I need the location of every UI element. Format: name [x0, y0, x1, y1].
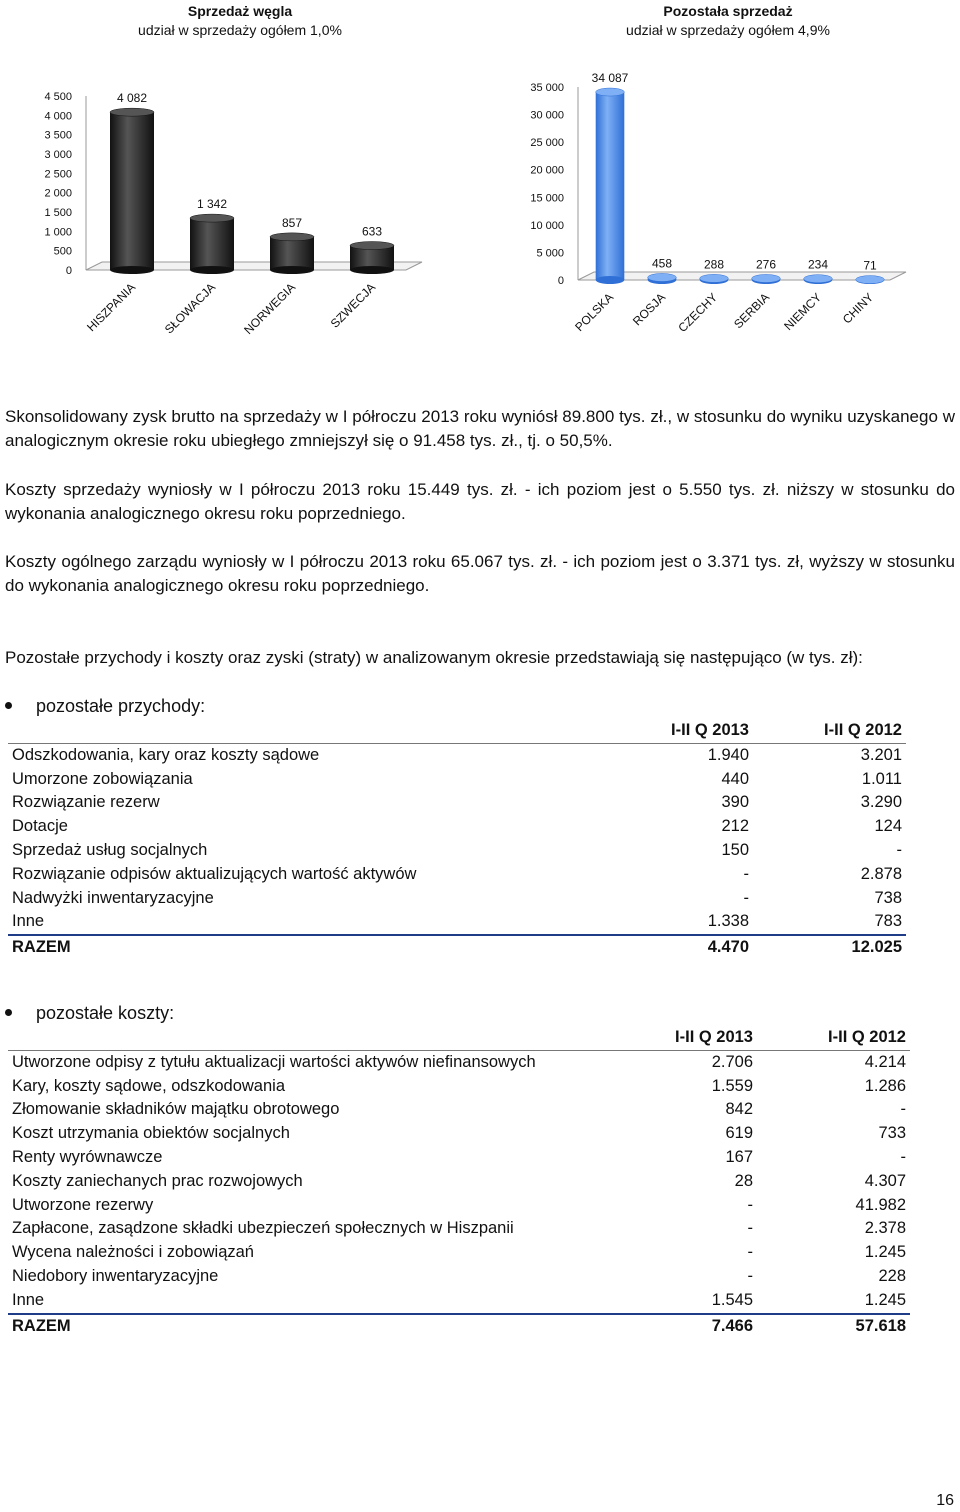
category-label: SŁOWACJA — [161, 280, 219, 337]
row-label: Sprzedaż usług socjalnych — [12, 840, 208, 859]
value-2012: 1.245 — [864, 1290, 906, 1309]
bar — [350, 242, 394, 274]
value-2012: 4.307 — [864, 1171, 906, 1190]
data-label: 288 — [703, 257, 725, 272]
value-2013: 2.706 — [711, 1052, 753, 1071]
costs-row — [8, 1241, 910, 1265]
category-label: NIEMCY — [781, 290, 825, 334]
value-2012: 228 — [878, 1266, 906, 1285]
category-label: CZECHY — [675, 290, 721, 336]
row-label: Inne — [12, 912, 45, 931]
costs-row — [8, 1217, 910, 1241]
row-label: Nadwyżki inwentaryzacyjne — [12, 888, 214, 907]
category-label: POLSKA — [572, 290, 617, 335]
value-2012: 2.378 — [864, 1219, 906, 1238]
bar — [270, 233, 314, 274]
costs-row — [8, 1265, 910, 1289]
total-2012: 12.025 — [753, 935, 906, 960]
y-tick-label: 25 000 — [530, 137, 564, 150]
bar-base — [110, 266, 154, 274]
bar-top — [596, 88, 625, 96]
bar-top — [752, 274, 781, 282]
costs-heading-text: pozostałe koszty: — [36, 1003, 175, 1023]
costs-row — [8, 1146, 910, 1170]
column-header-2013: I-II Q 2013 — [608, 719, 753, 743]
costs-row — [8, 1098, 910, 1122]
bar-body — [190, 218, 234, 270]
bar — [596, 88, 625, 284]
bar — [856, 276, 885, 284]
y-tick-label: 1 000 — [44, 226, 72, 239]
y-tick-label: 35 000 — [530, 82, 564, 94]
y-tick-label: 5 000 — [536, 247, 564, 260]
row-label: Rozwiązanie odpisów aktualizujących wartość aktywów — [12, 864, 417, 883]
data-label: 234 — [807, 257, 829, 272]
value-2013: 1.940 — [707, 745, 749, 764]
value-2012: - — [900, 1147, 906, 1166]
income-total-row — [8, 935, 906, 960]
page-number: 16 — [936, 1492, 954, 1509]
income-row — [8, 839, 906, 863]
value-2013: - — [747, 1243, 753, 1262]
bar-body — [110, 112, 154, 270]
costs-row — [8, 1122, 910, 1146]
other-costs-table — [8, 1026, 910, 1338]
bar-base — [190, 266, 234, 274]
income-heading — [5, 696, 205, 717]
costs-row — [8, 1194, 910, 1218]
chart-left-header — [60, 2, 420, 40]
data-label: 857 — [281, 215, 303, 230]
y-tick-label: 3 500 — [44, 129, 72, 142]
y-tick-label: 30 000 — [530, 109, 564, 122]
coal-sales-chart — [0, 50, 460, 350]
value-2013: 1.338 — [707, 912, 749, 931]
bar — [648, 273, 677, 284]
bar-top — [700, 274, 729, 282]
income-row — [8, 743, 906, 767]
chart-left-subtitle: udział w sprzedaży ogółem 1,0% — [138, 22, 342, 38]
value-2012: 3.201 — [860, 745, 902, 764]
data-label: 633 — [361, 224, 383, 239]
chart-right-title: Pozostała sprzedaż — [663, 3, 793, 19]
data-label: 458 — [651, 256, 673, 271]
bullet-icon — [5, 702, 12, 709]
income-row — [8, 863, 906, 887]
value-2012: - — [900, 1100, 906, 1119]
bar-base — [596, 276, 625, 284]
y-tick-label: 10 000 — [530, 219, 564, 232]
table-header-row — [8, 719, 906, 743]
y-tick-label: 20 000 — [530, 164, 564, 177]
row-label: Utworzone odpisy z tytułu aktualizacji wartości aktywów niefinansowych — [12, 1052, 536, 1071]
data-label: 276 — [755, 257, 777, 272]
y-tick-label: 0 — [557, 275, 564, 287]
column-header-2012: I-II Q 2012 — [753, 719, 906, 743]
other-income-table — [8, 719, 906, 960]
value-2013: - — [743, 888, 749, 907]
costs-row — [8, 1289, 910, 1314]
income-row — [8, 791, 906, 815]
y-tick-label: 15 000 — [530, 192, 564, 205]
income-row — [8, 887, 906, 911]
row-label: Umorzone zobowiązania — [12, 769, 193, 788]
bar-body — [596, 92, 625, 280]
bar-body — [270, 237, 314, 270]
value-2012: 783 — [874, 912, 902, 931]
row-label: Odszkodowania, kary oraz koszty sądowe — [12, 745, 320, 764]
bar — [804, 275, 833, 284]
value-2013: 390 — [721, 793, 749, 812]
column-header-2012: I-II Q 2012 — [757, 1026, 910, 1050]
bar — [110, 108, 154, 274]
paragraph-admin-costs: Koszty ogólnego zarządu wyniosły w I półroczu 2013 roku 65.067 tys. zł. - ich poziom jest o 3.371 tys. zł, wyższy w stosunku do wykonania analogicznego okresu roku poprzedniego. — [5, 552, 955, 595]
category-label: NORWEGIA — [241, 280, 299, 338]
y-tick-label: 1 500 — [44, 207, 72, 219]
income-row — [8, 815, 906, 839]
value-2012: 733 — [878, 1124, 906, 1143]
bar — [190, 214, 234, 274]
bar-top — [190, 214, 234, 222]
category-label: HISZPANIA — [84, 280, 139, 335]
total-label: RAZEM — [8, 935, 608, 960]
row-label: Inne — [12, 1290, 45, 1309]
total-2012: 57.618 — [757, 1314, 910, 1339]
costs-heading — [5, 1003, 174, 1024]
row-label: Rozwiązanie rezerw — [12, 793, 160, 812]
value-2013: - — [747, 1219, 753, 1238]
data-label: 4 082 — [116, 91, 148, 106]
row-label: Wycena należności i zobowiązań — [12, 1243, 254, 1262]
row-label: Zapłacone, zasądzone składki ubezpieczeń społecznych w Hiszpanii — [12, 1219, 514, 1238]
table-header-row — [8, 1026, 910, 1050]
column-header-2013: I-II Q 2013 — [612, 1026, 757, 1050]
bar-base — [270, 266, 314, 274]
value-2012: - — [896, 840, 902, 859]
y-tick-label: 2 500 — [44, 168, 72, 181]
y-tick-label: 2 000 — [44, 187, 72, 200]
income-row — [8, 910, 906, 935]
value-2012: 1.286 — [864, 1076, 906, 1095]
value-2012: 3.290 — [860, 793, 902, 812]
paragraph-gross-profit: Skonsolidowany zysk brutto na sprzedaży w I półroczu 2013 roku wyniósł 89.800 tys. zł., w stosunku do wyniku uzyskanego w analogicznym okresie roku ubiegłego zmniejszył się o 91.458 tys. zł., tj. o 50,5%. — [5, 407, 955, 450]
row-label: Kary, koszty sądowe, odszkodowania — [12, 1076, 285, 1095]
data-label: 71 — [863, 258, 877, 273]
costs-row — [8, 1170, 910, 1194]
value-2013: 1.545 — [711, 1290, 753, 1309]
value-2013: 619 — [725, 1124, 753, 1143]
bar-top — [110, 108, 154, 116]
row-label: Złomowanie składników majątku obrotowego — [12, 1100, 340, 1119]
value-2013: - — [743, 864, 749, 883]
category-label: SERBIA — [731, 290, 773, 332]
data-label: 1 342 — [196, 197, 228, 212]
bar-top — [856, 276, 885, 284]
value-2013: 212 — [721, 817, 749, 836]
y-tick-label: 4 000 — [44, 110, 72, 123]
value-2013: 842 — [725, 1100, 753, 1119]
value-2012: 2.878 — [860, 864, 902, 883]
category-label: SZWECJA — [327, 280, 379, 331]
value-2012: 124 — [874, 817, 902, 836]
total-label: RAZEM — [8, 1314, 612, 1339]
chart-right-subtitle: udział w sprzedaży ogółem 4,9% — [626, 22, 830, 38]
bar-top — [648, 273, 677, 281]
value-2012: 1.245 — [864, 1243, 906, 1262]
value-2013: 440 — [721, 769, 749, 788]
other-sales-chart — [500, 50, 960, 350]
bullet-icon — [5, 1009, 12, 1016]
chart-right-header — [548, 2, 908, 40]
value-2013: - — [747, 1266, 753, 1285]
y-tick-label: 3 000 — [44, 149, 72, 161]
value-2013: 28 — [734, 1171, 753, 1190]
y-tick-label: 4 500 — [44, 91, 72, 103]
bar-top — [350, 242, 394, 250]
bar-top — [270, 233, 314, 241]
value-2012: 41.982 — [855, 1195, 906, 1214]
paragraph-selling-costs: Koszty sprzedaży wyniosły w I półroczu 2013 roku 15.449 tys. zł. - ich poziom jest o 5.550 tys. zł. niższy w stosunku do wykonania analogicznego okresu roku poprzedniego. — [5, 480, 955, 523]
value-2013: 1.559 — [711, 1076, 753, 1095]
income-heading-text: pozostałe przychody: — [36, 696, 206, 716]
y-tick-label: 0 — [65, 265, 72, 277]
row-label: Koszt utrzymania obiektów socjalnych — [12, 1124, 290, 1143]
total-2013: 4.470 — [608, 935, 753, 960]
income-row — [8, 768, 906, 792]
value-2012: 738 — [874, 888, 902, 907]
value-2013: 167 — [725, 1147, 753, 1166]
bar-top — [804, 275, 833, 283]
costs-row — [8, 1075, 910, 1099]
data-label: 34 087 — [591, 71, 629, 86]
row-label: Utworzone rezerwy — [12, 1195, 154, 1214]
total-2013: 7.466 — [612, 1314, 757, 1339]
costs-row — [8, 1050, 910, 1074]
category-label: ROSJA — [629, 290, 669, 329]
category-label: CHINY — [839, 290, 877, 327]
costs-total-row — [8, 1314, 910, 1339]
value-2012: 1.011 — [861, 769, 902, 788]
paragraph-other-intro: Pozostałe przychody i koszty oraz zyski (straty) w analizowanym okresie przedstawiają się następująco (w tys. zł): — [5, 648, 863, 667]
value-2013: - — [747, 1195, 753, 1214]
row-label: Niedobory inwentaryzacyjne — [12, 1266, 219, 1285]
row-label: Koszty zaniechanych prac rozwojowych — [12, 1171, 303, 1190]
bar — [700, 274, 729, 284]
value-2013: 150 — [721, 840, 749, 859]
chart-left-title: Sprzedaż węgla — [187, 3, 293, 19]
row-label: Dotacje — [12, 817, 68, 836]
value-2012: 4.214 — [864, 1052, 906, 1071]
bar — [752, 274, 781, 284]
y-tick-label: 500 — [53, 245, 72, 258]
bar-base — [350, 266, 394, 274]
row-label: Renty wyrównawcze — [12, 1147, 163, 1166]
